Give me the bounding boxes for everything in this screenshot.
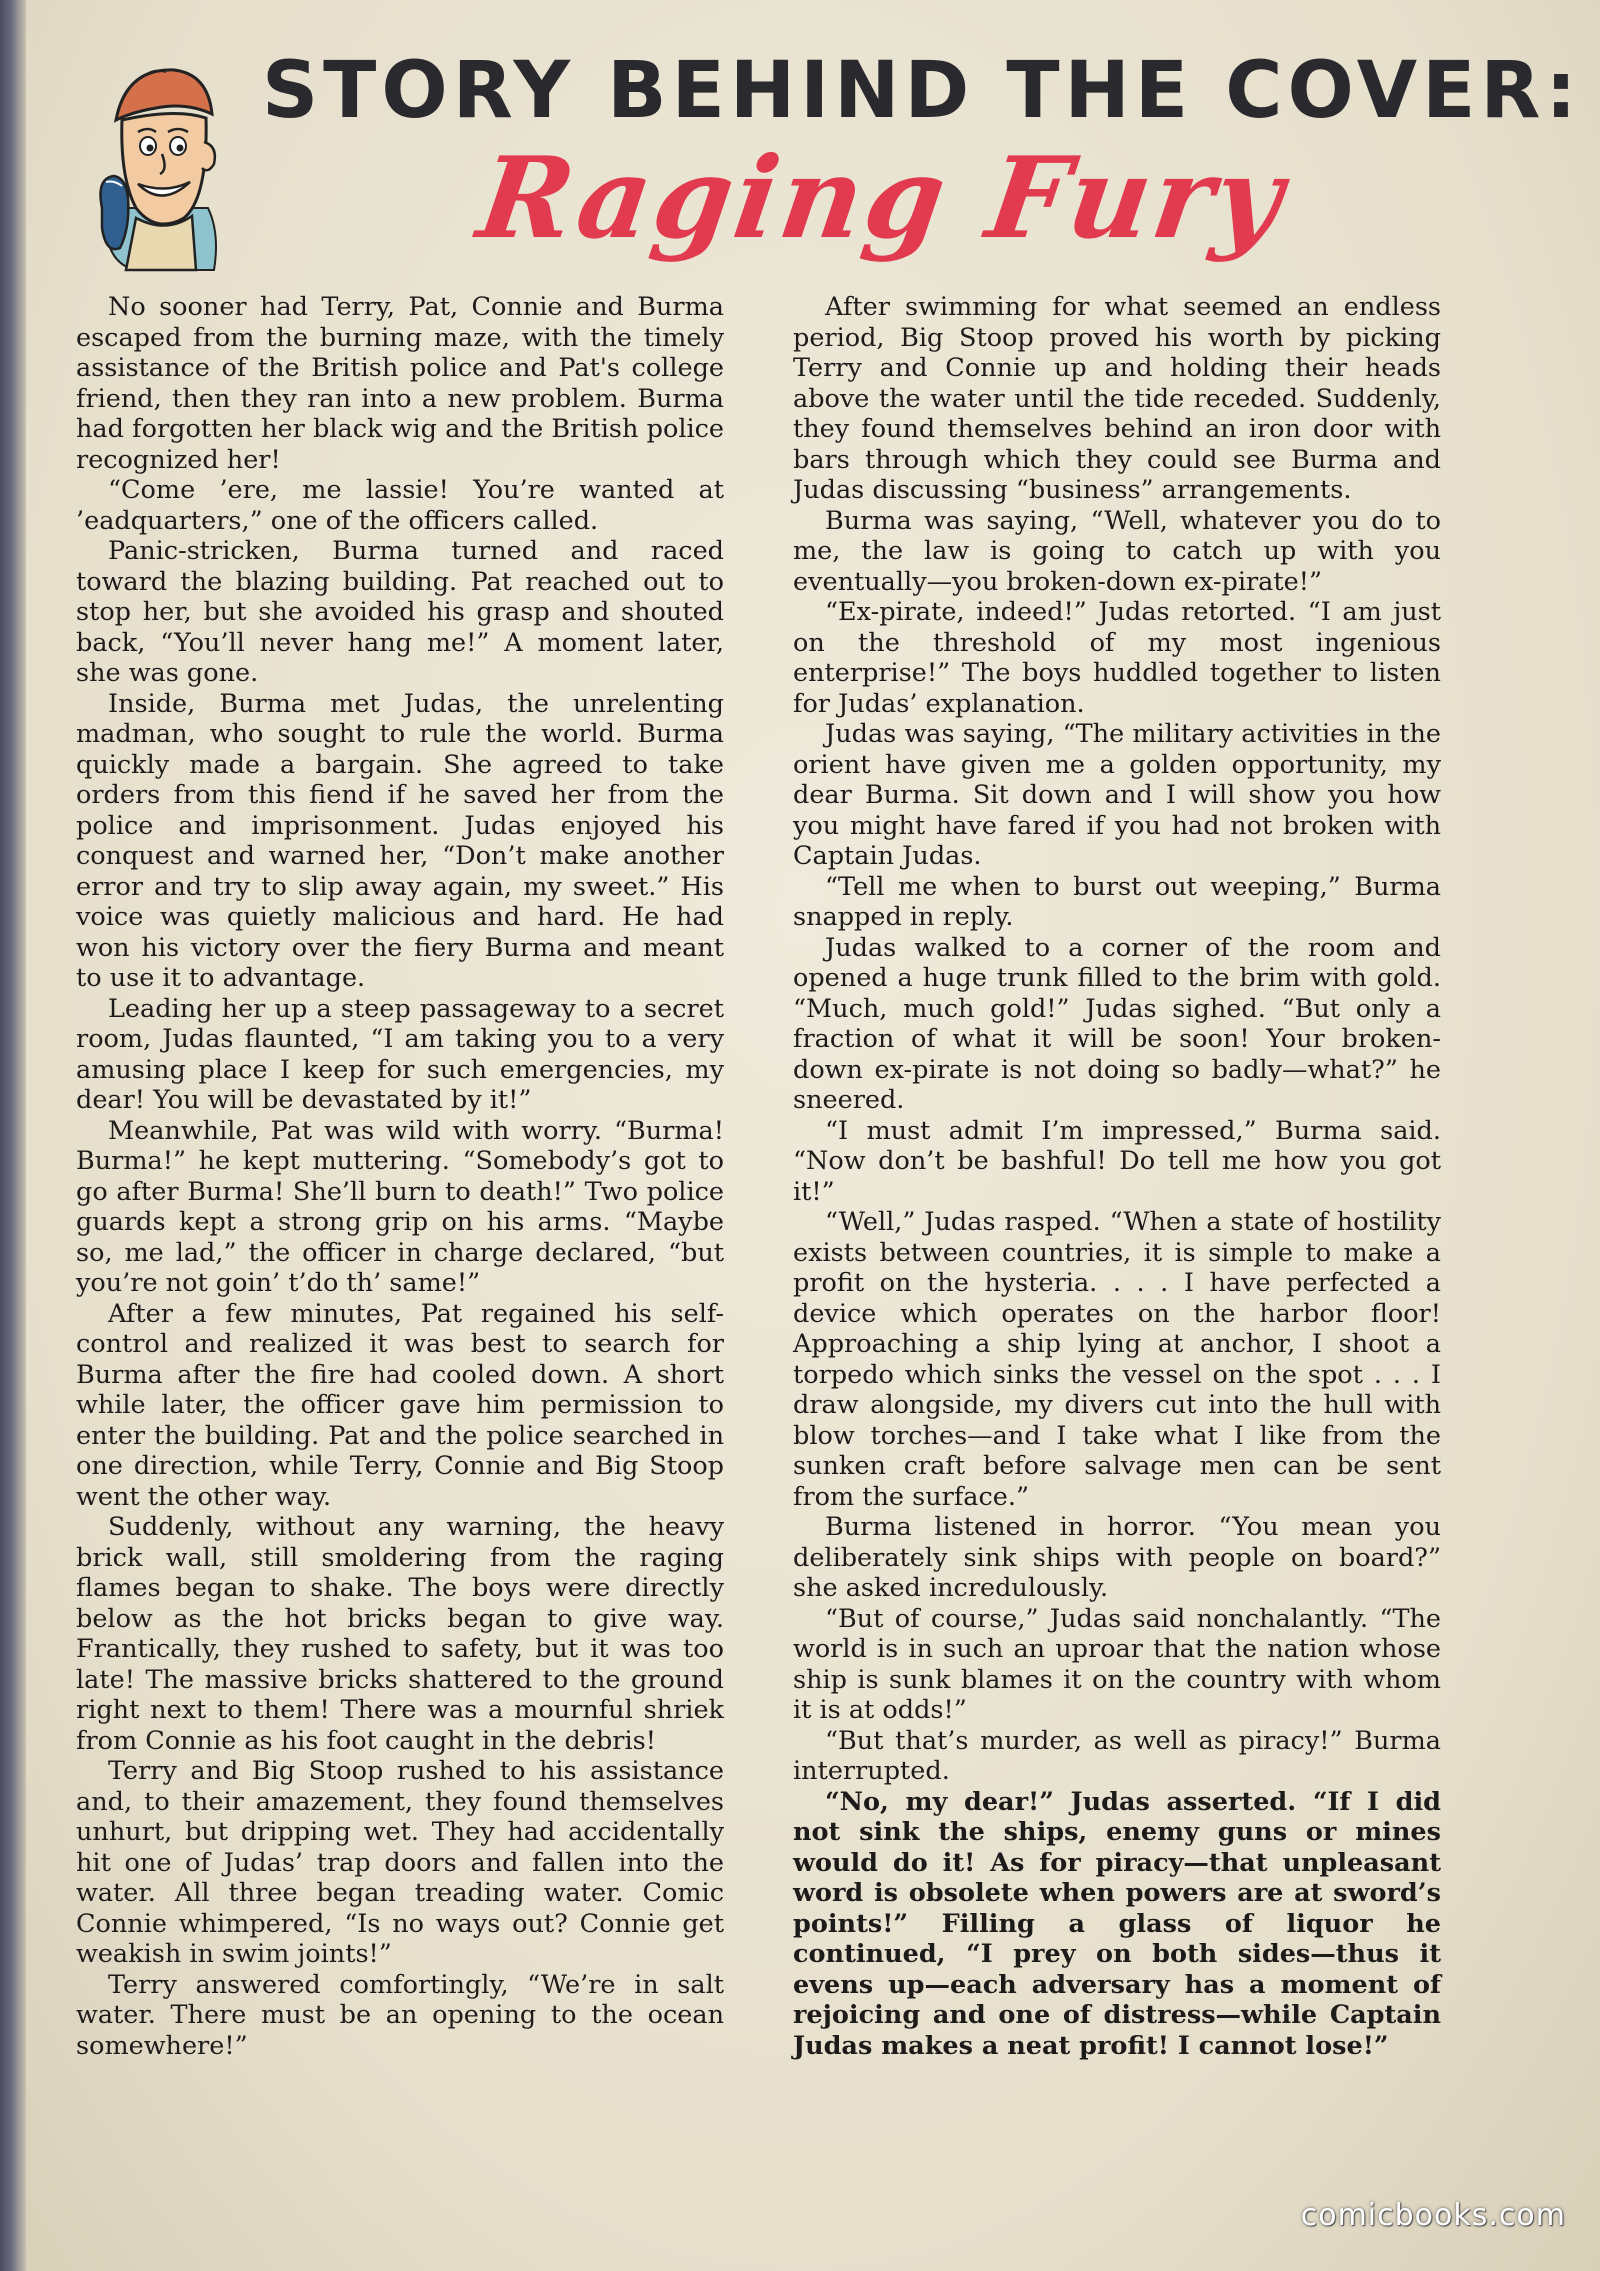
paragraph: Terry and Big Stoop rushed to his assistance and, to their amazement, they found themselves unhurt, but dripping wet. They had accidentally hit one of Judas’ trap doors and fallen into the water. All three began treading water. Comic Connie whimpered, “Is no ways out? Connie get weakish in swim joints!” <box>76 1756 724 1969</box>
paragraph: Meanwhile, Pat was wild with worry. “Burma! Burma!” he kept muttering. “Somebody’s got to go after Burma! She’ll burn to death!” Two police guards kept a strong grip on his arms. “Maybe so, me lad,” the officer in charge declared, “but you’re not goin’ t’do th’ same!” <box>76 1115 724 1298</box>
text-column-left <box>76 292 724 2061</box>
paragraph: Inside, Burma met Judas, the unrelenting madman, who sought to rule the world. Burma quickly made a bargain. She agreed to take orders from this fiend if he saved her from the police and imprisonment. Judas enjoyed his conquest and warned her, “Don’t make another error and try to slip away again, my sweet.” His voice was quietly malicious and hard. He had won his victory over the fiery Burma and meant to use it to advantage. <box>76 688 724 993</box>
paragraph: “Ex-pirate, indeed!” Judas retorted. “I am just on the threshold of my most ingenious enterprise!” The boys huddled together to listen for Judas’ explanation. <box>793 597 1441 719</box>
paragraph: Burma listened in horror. “You mean you deliberately sink ships with people on board?” she asked incredulously. <box>793 1512 1441 1603</box>
paragraph: Burma was saying, “Well, whatever you do to me, the law is going to catch up with you eventually—you broken-down ex-pirate!” <box>793 505 1441 597</box>
paragraph: “Well,” Judas rasped. “When a state of hostility exists between countries, it is simple to make a profit on the hysteria. . . . I have perfected a device which operates on the harbor floor! Approaching a ship lying at anchor, I shoot a torpedo which sinks the vessel on the spot . . . I draw alongside, my divers cut into the hull with blow torches—and I take what I like from the sunken craft before salvage men can be sent from the surface.” <box>793 1207 1441 1512</box>
watermark: comicbooks.com <box>1300 2198 1566 2233</box>
paragraph: “Come ’ere, me lassie! You’re wanted at ’eadquarters,” one of the officers called. <box>76 475 724 536</box>
paragraph: “No, my dear!” Judas asserted. “If I did not sink the ships, enemy guns or mines would do it! As for piracy—that unpleasant word is obsolete when powers are at sword’s points!” Filling a glass of liquor he continued, “I prey on both sides—thus it evens up—each adversary has a moment of rejoicing and one of distress—while Captain Judas makes a neat profit! I cannot lose!” <box>793 1786 1441 2061</box>
paragraph: “Tell me when to burst out weeping,” Burma snapped in reply. <box>793 871 1441 932</box>
cartoon-boy-head-icon <box>96 58 222 274</box>
story-title: Raging Fury <box>470 133 1294 264</box>
paragraph: No sooner had Terry, Pat, Connie and Burma escaped from the burning maze, with the timely assistance of the British police and Pat's college friend, then they ran into a new problem. Burma had forgotten her black wig and the British police recognized her! <box>76 292 724 475</box>
paragraph: Suddenly, without any warning, the heavy brick wall, still smoldering from the raging flames began to shake. The boys were directly below as the hot bricks began to give way. Frantically, they rushed to safety, but it was too late! The massive bricks shattered to the ground right next to them! There was a mournful shriek from Connie as his foot caught in the debris! <box>76 1512 724 1756</box>
paragraph: Judas was saying, “The military activities in the orient have given me a golden opportunity, my dear Burma. Sit down and I will show you how you might have fared if you had not broken with Captain Judas. <box>793 719 1441 871</box>
text-column-right <box>793 292 1441 2061</box>
paragraph: Terry answered comfortingly, “We’re in salt water. There must be an opening to the ocean somewhere!” <box>76 1969 724 2061</box>
paragraph: Leading her up a steep passageway to a secret room, Judas flaunted, “I am taking you to a very amusing place I keep for such emergencies, my dear! You will be devastated by it!” <box>76 993 724 1115</box>
paragraph: After swimming for what seemed an endless period, Big Stoop proved his worth by picking Terry and Connie up and holding their heads above the water until the tide receded. Suddenly, they found themselves behind an iron door with bars through which they could see Burma and Judas discussing “business” arrangements. <box>793 292 1441 505</box>
paragraph: After a few minutes, Pat regained his self-control and realized it was best to search for Burma after the fire had cooled down. A short while later, the officer gave him permission to enter the building. Pat and the police searched in one direction, while Terry, Connie and Big Stoop went the other way. <box>76 1298 724 1512</box>
paragraph: “I must admit I’m impressed,” Burma said. “Now don’t be bashful! Do tell me how you got it!” <box>793 1115 1441 1207</box>
paragraph: “But of course,” Judas said nonchalantly. “The world is in such an uproar that the nation whose ship is sunk blames it on the country with whom it is at odds!” <box>793 1603 1441 1725</box>
paragraph: Panic-stricken, Burma turned and raced toward the blazing building. Pat reached out to stop her, but she avoided his grasp and shouted back, “You’ll never hang me!” A moment later, she was gone. <box>76 536 724 688</box>
paragraph: Judas walked to a corner of the room and opened a huge trunk filled to the brim with gold. “Much, much gold!” Judas sighed. “But only a fraction of what it will be soon! Your broken-down ex-pirate is not doing so badly—what?” he sneered. <box>793 932 1441 1115</box>
paragraph: “But that’s murder, as well as piracy!” Burma interrupted. <box>793 1725 1441 1786</box>
binding-edge <box>0 0 26 2271</box>
page-title: STORY BEHIND THE COVER: <box>262 46 1582 136</box>
